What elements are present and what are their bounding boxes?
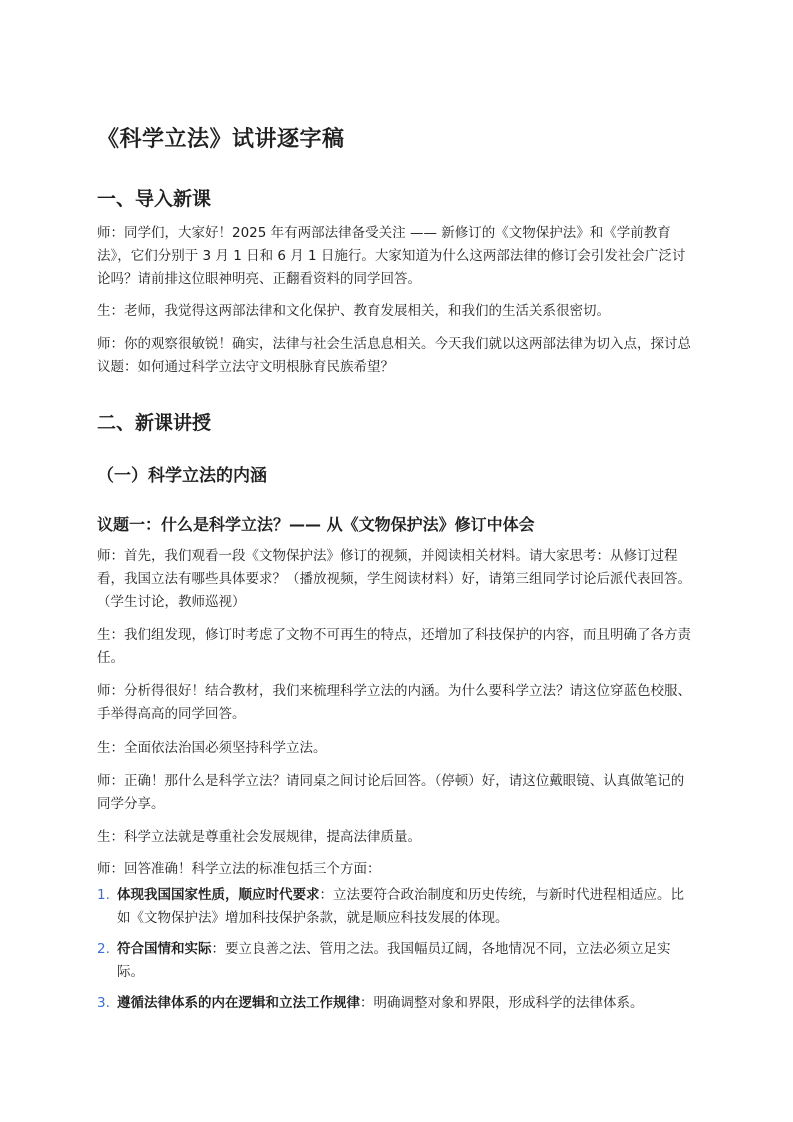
- paragraph: 师：分析得很好！结合教材，我们来梳理科学立法的内涵。为什么要科学立法？请这位穿蓝色校服、手举得高高的同学回答。: [97, 683, 691, 722]
- list-number: 2.: [97, 941, 110, 957]
- topic-heading: 议题一：什么是科学立法？—— 从《文物保护法》修订中体会: [97, 515, 535, 534]
- subsection-heading: （一）科学立法的内涵: [97, 466, 267, 486]
- list-number: 1.: [97, 887, 110, 903]
- list-number: 3.: [97, 995, 110, 1011]
- list-item: [97, 992, 697, 1015]
- list-item-text: ：明确调整对象和界限，形成科学的法律体系。: [360, 995, 644, 1011]
- paragraph: 师：你的观察很敏锐！确实，法律与社会生活息息相关。今天我们就以这两部法律为切入点，探讨总议题：如何通过科学立法守文明根脉育民族希望？: [97, 336, 691, 375]
- section-heading-teaching: 二、新课讲授: [97, 412, 212, 434]
- paragraph: 生：老师，我觉得这两部法律和文化保护、教育发展相关，和我们的生活关系很密切。: [97, 303, 610, 319]
- section-heading-intro: 一、导入新课: [97, 188, 212, 210]
- list-item-bold: 遵循法律体系的内在逻辑和立法工作规律: [117, 995, 360, 1011]
- paragraph: 生：全面依法治国必须坚持科学立法。: [97, 740, 327, 756]
- paragraph: 师：正确！那什么是科学立法？请同桌之间讨论后回答。（停顿）好，请这位戴眼镜、认真做笔记的同学分享。: [97, 773, 685, 812]
- paragraph: 生：科学立法就是尊重社会发展规律，提高法律质量。: [97, 829, 421, 845]
- list-item-text: ：立法要符合政治制度和历史传统，与新时代进程相适应。比如《文物保护法》增加科技保护条款，就是顺应科技发展的体现。: [117, 887, 684, 926]
- list-item: [97, 884, 697, 930]
- paragraph: 师：首先，我们观看一段《文物保护法》修订的视频，并阅读相关材料。请大家思考：从修订过程看，我国立法有哪些具体要求？（播放视频，学生阅读材料）好，请第三组同学讨论后派代表回答。（学生讨论，教师巡视）: [97, 548, 691, 610]
- paragraph: 生：我们组发现，修订时考虑了文物不可再生的特点，还增加了科技保护的内容，而且明确了各方责任。: [97, 627, 691, 666]
- paragraph: 师：回答准确！科学立法的标准包括三个方面：: [97, 861, 381, 877]
- paragraph: 师：同学们，大家好！2025 年有两部法律备受关注 —— 新修订的《文物保护法》和《学前教育法》，它们分别于 3 月 1 日和 6 月 1 日施行。大家知道为什么这两部法律的修订会引发社会广泛讨论吗？请前排这位眼神明亮、正翻看资料的同学回答。: [97, 225, 686, 287]
- criteria-list: [97, 884, 697, 1023]
- list-item-bold: 符合国情和实际: [117, 941, 212, 957]
- list-item-text: ：要立良善之法、管用之法。我国幅员辽阔，各地情况不同，立法必须立足实际。: [117, 941, 671, 980]
- list-item-bold: 体现我国国家性质，顺应时代要求: [117, 887, 320, 903]
- list-item: [97, 938, 697, 984]
- document-title: 《科学立法》试讲逐字稿: [97, 127, 345, 152]
